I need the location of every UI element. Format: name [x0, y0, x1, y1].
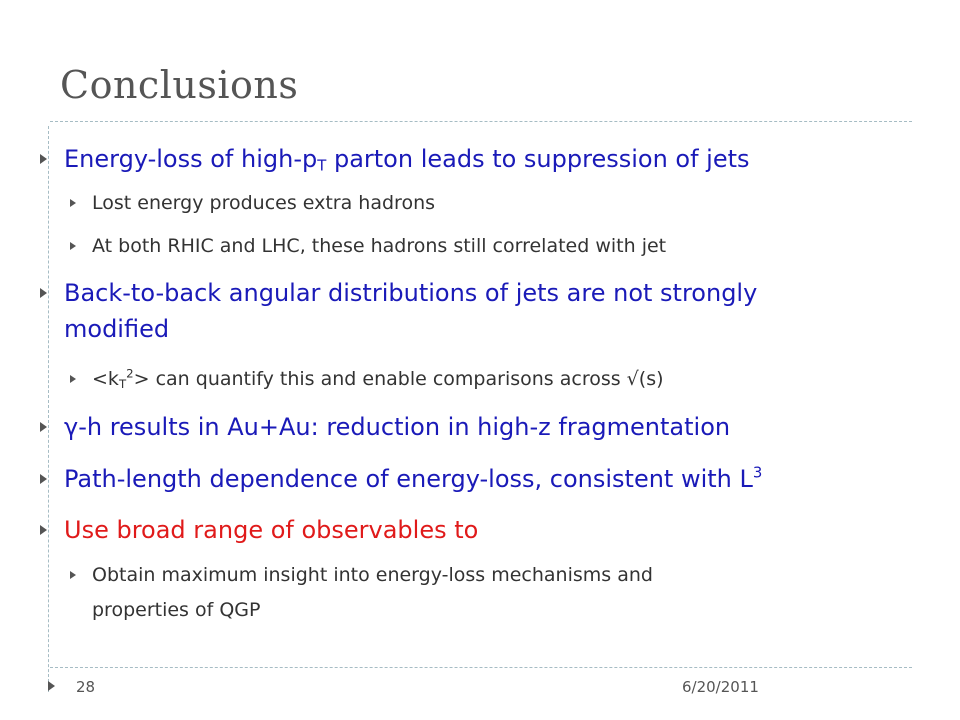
- bullet-1-2: At both RHIC and LHC, these hadrons still correlated with jet: [92, 235, 667, 257]
- bullet-2-1: $<k_T^2>$ can quantify this and enable comparisons across √(s): [92, 366, 664, 391]
- slide-title: Conclusions: [60, 63, 299, 107]
- top-divider: [50, 121, 912, 122]
- footer-arrow-icon: [48, 681, 55, 691]
- bullet-5-1-line-1: Obtain maximum insight into energy-loss mechanisms and: [92, 564, 653, 586]
- sub-bullet-arrow-icon: [70, 199, 76, 207]
- bullet-5: Use broad range of observables to: [64, 516, 479, 544]
- bullet-arrow-icon: [40, 525, 47, 535]
- bullet-arrow-icon: [40, 474, 47, 484]
- bullet-2-line-2: modified: [64, 315, 170, 343]
- bullet-arrow-icon: [40, 422, 47, 432]
- footer-date: 6/20/2011: [682, 678, 759, 696]
- bullet-2-line-1: Back-to-back angular distributions of jets are not strongly: [64, 279, 758, 307]
- bottom-divider: [50, 667, 912, 668]
- sub-bullet-arrow-icon: [70, 242, 76, 250]
- bullet-arrow-icon: [40, 288, 47, 298]
- bullet-1: Energy-loss of high-$p_T$ parton leads to suppression of jets: [64, 145, 750, 175]
- bullet-3: γ-h results in Au+Au: reduction in high-z fragmentation: [64, 413, 731, 441]
- bullet-arrow-icon: [40, 154, 47, 164]
- sub-bullet-arrow-icon: [70, 375, 76, 383]
- page-number: 28: [76, 678, 96, 696]
- bullet-4: Path-length dependence of energy-loss, consistent with $L^3$: [64, 463, 763, 493]
- bullet-5-1-line-2: properties of QGP: [92, 599, 261, 621]
- side-divider: [48, 126, 49, 692]
- bullet-1-1: Lost energy produces extra hadrons: [92, 192, 436, 214]
- sub-bullet-arrow-icon: [70, 571, 76, 579]
